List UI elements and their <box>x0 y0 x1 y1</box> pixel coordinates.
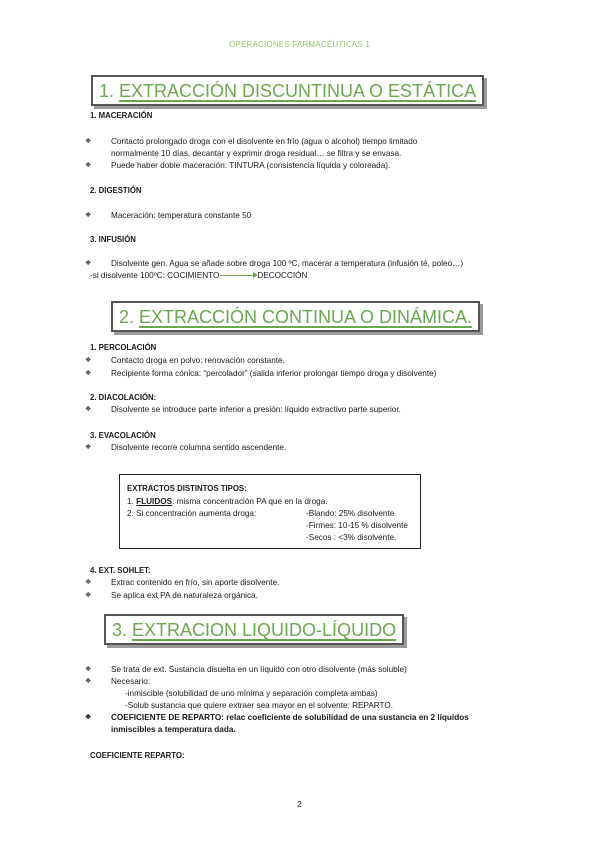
maceracion-bullet-2: ❖ Puede haber doble maceración: TINTURA (consistencia líquida y coloreada). <box>111 161 390 170</box>
section-2-title-text: EXTRACCIÓN CONTINUA O DINÁMICA. <box>139 307 473 327</box>
section-3-title <box>104 614 404 645</box>
page-number: 2 <box>297 800 302 809</box>
extractos-box-title: EXTRACTOS DISTINTOS TIPOS: <box>127 484 247 493</box>
extractos-box <box>119 474 421 549</box>
maceracion-bullet-1: ❖ Contacto prolongado droga con el disolvente en frío (agua o alcohol) tiempo limitado <box>111 137 417 146</box>
section-2-number: 2. <box>119 307 135 327</box>
liquido-bullet-2: ❖ Necesario: <box>111 677 150 686</box>
page-header: OPERACIONES FARMACÉUTICAS 1 <box>229 40 370 49</box>
decoccion-text: DECOCCIÓN <box>257 271 308 280</box>
percolacion-bullet-2: ❖ Recipiente forma cónica: “percolador” (salida inferior prolongar tiempo droga y disolvente) <box>111 369 436 378</box>
percolacion-heading: 1. PERCOLACIÓN <box>90 343 157 352</box>
liquido-bullet-1: ❖ Se trata de ext. Sustancia disuelta en un líquido con otro disolvente (más soluble) <box>111 665 407 674</box>
section-1-title <box>91 75 484 106</box>
section-3-number: 3. <box>112 620 128 640</box>
extractos-item-2: 2. Si concentración aumenta droga: <box>127 509 257 518</box>
section-1-title-text: EXTRACCIÓN DISCUNTINUA O ESTÁTICA <box>119 81 477 101</box>
evacolacion-bullet-1: ❖ Disolvente recorre columna sentido ascendente. <box>111 443 286 452</box>
section-1-number: 1. <box>99 81 115 101</box>
fluidos-term: FLUIDOS <box>136 497 173 506</box>
soxhlet-heading: 4. EXT. SOHLET: <box>90 566 151 575</box>
cocimiento-text: -si disolvente 100ºC: COCIMIENTO <box>90 271 220 280</box>
diacolacion-bullet-1: ❖ Disolvente se introduce parte inferior a presión: líquido extractivo parte superior. <box>111 405 401 414</box>
evacolacion-heading: 3. EVACOLACIÓN <box>90 431 156 440</box>
infusion-bullet-1: ❖ Disolvente gen. Agua se añade sobre droga 100 ºC, macerar a temperatura (infusión té, poleo…) <box>111 259 463 268</box>
percolacion-bullet-1: ❖ Contacto droga en polvo: renovación constante. <box>111 356 285 365</box>
liquido-sub-2: -Solub sustancia que quiere extraer sea mayor en el solvente: REPARTO. <box>125 701 394 710</box>
coeficiente-reparto-heading: COEFICIENTE REPARTO: <box>90 751 185 760</box>
arrow-right-icon <box>220 275 256 276</box>
digestion-heading: 2. DIGESTIÓN <box>90 186 142 195</box>
coeficiente-bullet-cont: inmiscibles a temperatura dada. <box>111 725 236 734</box>
soxhlet-bullet-1: ❖ Extrac contenido en frío, sin aporte disolvente. <box>111 578 279 587</box>
section-2-title <box>111 301 480 332</box>
extractos-item-1-text: : misma concentración PA que en la droga. <box>172 497 328 506</box>
extractos-item-1 <box>127 497 328 506</box>
extractos-blando: -Blando: 25% disolvente <box>306 509 395 518</box>
infusion-heading: 3. INFUSIÓN <box>90 235 136 244</box>
maceracion-bullet-1-cont: normalmente 10 días, decantar y exprimir droga residual… se filtra y se envasa. <box>111 149 402 158</box>
digestion-bullet-1: ❖ Maceración: temperatura constante 50 <box>111 211 251 220</box>
extractos-firmes: -Firmes: 10-15 % disolvente <box>306 521 408 530</box>
coeficiente-bullet: ❖ COEFICIENTE DE REPARTO: relac coeficiente de solubilidad de una sustancia en 2 líquidos <box>111 713 469 722</box>
maceracion-heading: 1. MACERACIÓN <box>90 111 153 120</box>
infusion-line-2 <box>90 271 307 280</box>
soxhlet-bullet-2: ❖ Se aplica ext PA de naturaleza orgánica. <box>111 591 258 600</box>
diacolacion-heading: 2. DIACOLACIÓN: <box>90 393 157 402</box>
extractos-item-1-num: 1. <box>127 497 134 506</box>
liquido-sub-1: -inmiscible (solubilidad de uno mínima y separación completa ambas) <box>125 689 378 698</box>
section-3-title-text: EXTRACION LIQUIDO-LÍQUIDO <box>132 620 397 640</box>
extractos-secos: -Secos : <3% disolvente. <box>306 533 397 542</box>
